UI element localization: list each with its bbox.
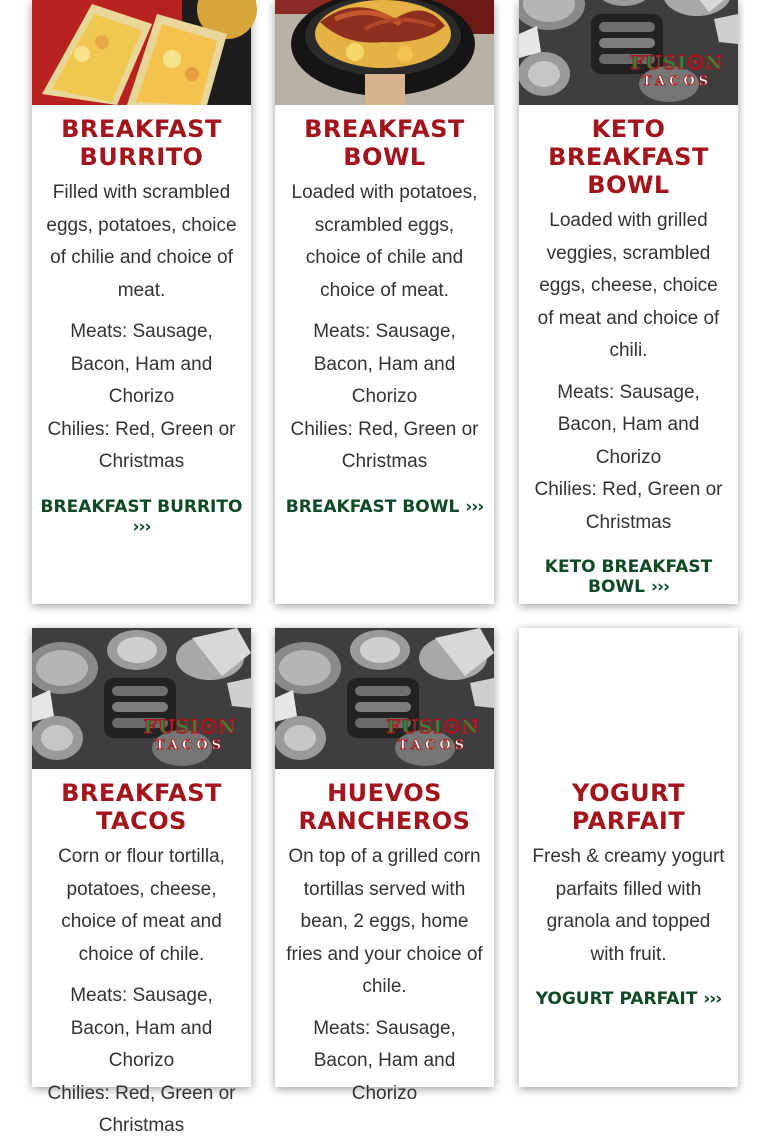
arrow-icon: ››› bbox=[703, 989, 722, 1009]
menu-card-breakfast-burrito bbox=[32, 0, 251, 604]
fusion-tacos-logo: FUSI☉N TACOS bbox=[630, 52, 724, 89]
breakfast-burrito-link[interactable] bbox=[40, 497, 243, 537]
fusion-tacos-photo bbox=[275, 628, 494, 769]
card-chilies: Chilies: Red, Green or Christmas bbox=[290, 418, 479, 472]
card-title: BREAKFAST TACOS bbox=[61, 779, 222, 835]
menu-card-keto-breakfast-bowl bbox=[519, 0, 738, 604]
menu-card-yogurt-parfait bbox=[519, 628, 738, 1087]
fusion-tacos-logo: FUSI☉N TACOS bbox=[386, 716, 480, 753]
card-title: BREAKFAST BOWL bbox=[304, 115, 465, 171]
card-title: BREAKFAST BURRITO bbox=[61, 115, 222, 171]
card-description: Loaded with grilled veggies, scrambled eggs, cheese, choice of meat and choice of chili. bbox=[537, 210, 720, 361]
card-description: Loaded with potatoes, scrambled eggs, choice of chile and choice of meat. bbox=[291, 182, 478, 301]
keto-breakfast-bowl-link[interactable] bbox=[527, 557, 730, 597]
card-meats: Meats: Sausage, Bacon, Ham and Chorizo bbox=[70, 985, 213, 1071]
menu-card-breakfast-bowl bbox=[275, 0, 494, 604]
card-title: YOGURT PARFAIT bbox=[571, 779, 686, 835]
blank-image bbox=[519, 628, 738, 769]
card-meats: Meats: Sausage, Bacon, Ham and Chorizo bbox=[70, 321, 213, 407]
link-label: BREAKFAST BOWL bbox=[285, 496, 460, 517]
bowl-photo bbox=[275, 0, 494, 105]
fusion-tacos-photo bbox=[519, 0, 738, 105]
menu-card-breakfast-tacos bbox=[32, 628, 251, 1136]
burrito-photo bbox=[32, 0, 251, 105]
card-description: Filled with scrambled eggs, potatoes, choice of chilie and choice of meat. bbox=[46, 182, 237, 301]
breakfast-bowl-link[interactable] bbox=[283, 497, 486, 517]
card-title: HUEVOS RANCHEROS bbox=[298, 779, 471, 835]
fusion-tacos-photo bbox=[32, 628, 251, 769]
card-meats: Meats: Sausage, Bacon, Ham and Chorizo bbox=[557, 381, 700, 468]
card-meats: Meats: Sausage, Bacon, Ham and Chorizo bbox=[313, 321, 456, 407]
card-description: Fresh & creamy yogurt parfaits filled with granola and topped with fruit. bbox=[532, 846, 725, 965]
yogurt-parfait-link[interactable] bbox=[527, 989, 730, 1009]
card-chilies: Chilies: Red, Green or Christmas bbox=[47, 418, 236, 472]
menu-card-huevos-rancheros bbox=[275, 628, 494, 1104]
link-label: BREAKFAST BURRITO bbox=[40, 496, 243, 517]
card-chilies: Chilies: Red, Green or Christmas bbox=[534, 479, 723, 533]
card-meats: Meats: Sausage, Bacon, Ham and Chorizo bbox=[313, 1017, 456, 1104]
arrow-icon: ››› bbox=[650, 577, 669, 597]
arrow-icon: ››› bbox=[132, 516, 151, 537]
link-label: YOGURT PARFAIT bbox=[535, 989, 698, 1009]
card-description: Corn or flour tortilla, potatoes, cheese, choice of meat and choice of chile. bbox=[58, 846, 225, 965]
fusion-tacos-logo: FUSI☉N TACOS bbox=[143, 716, 237, 753]
card-chilies: Chilies: Red, Green or Christmas bbox=[47, 1082, 236, 1136]
card-description: On top of a grilled corn tortillas served with bean, 2 eggs, home fries and your choice of chile. bbox=[286, 846, 483, 997]
arrow-icon: ››› bbox=[465, 496, 484, 517]
link-label: KETO BREAKFAST BOWL bbox=[544, 557, 713, 597]
card-title: KETO BREAKFAST BOWL bbox=[548, 115, 709, 199]
